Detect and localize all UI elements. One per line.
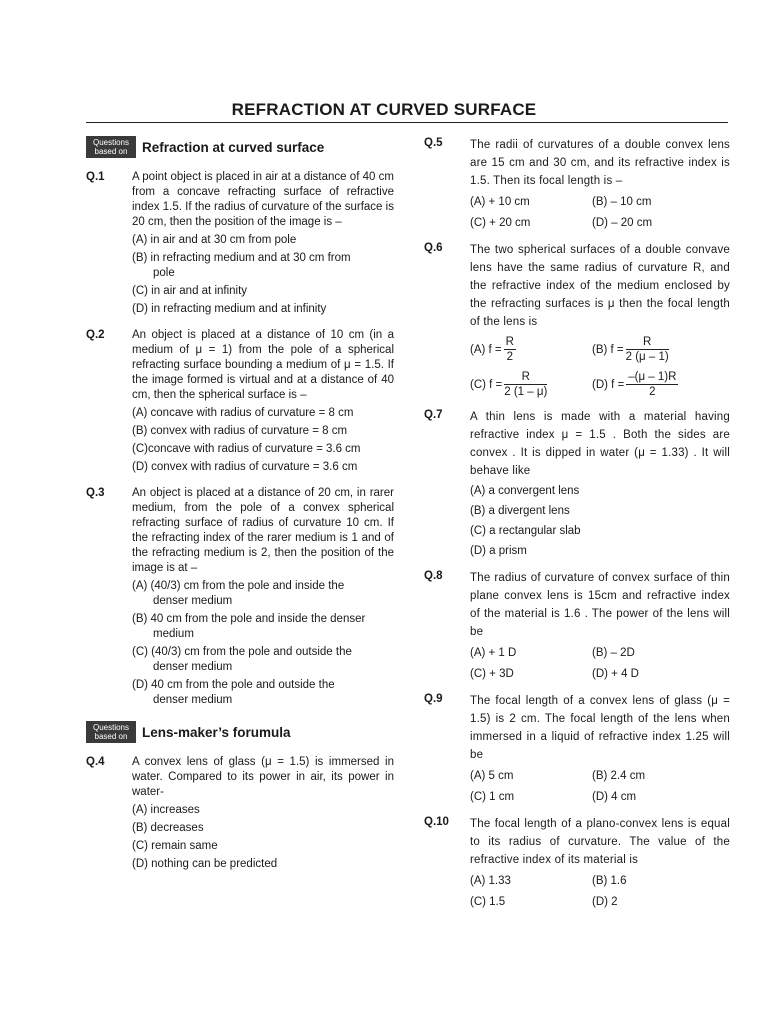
- fraction: $\frac{R}{2}$: [505, 336, 514, 363]
- option-b: (B) a divergent lens: [470, 505, 570, 517]
- option-c: (C) 1.5: [470, 896, 506, 908]
- question-2: [86, 328, 394, 478]
- option-d: (D) – 20 cm: [592, 217, 653, 229]
- option-d: (D) 4 cm: [592, 791, 637, 803]
- option-b: (B) 1.6: [592, 875, 627, 887]
- option-c: (C) remain same: [132, 840, 218, 852]
- option-c: (C) in air and at infinity: [132, 285, 248, 297]
- option-d: (D) convex with radius of curvature = 3.6 cm: [132, 461, 358, 473]
- left-column: [86, 136, 394, 883]
- option-d: (D) in refracting medium and at infinity: [132, 303, 327, 315]
- option-d: (D) nothing can be predicted: [132, 858, 278, 870]
- option-b: (B) – 10 cm: [592, 196, 652, 208]
- question-7: [424, 408, 730, 560]
- section-title: Lens-maker’s forumula: [142, 724, 291, 740]
- section-title: Refraction at curved surface: [142, 139, 325, 155]
- fraction: $\frac{R}{2 (1 - \mu)}$: [504, 371, 548, 398]
- question-stem: The radius of curvature of convex surface of thin plane convex lens is 15cm and refractive index of the material is 1.6 . The power of the lens will be: [470, 572, 730, 638]
- option-c: (C) (40/3) cm from the pole and outside the denser medium: [132, 646, 352, 673]
- option-d: (D) f = $\frac{-(\mu - 1)R}{2}$: [592, 371, 677, 398]
- option-d: (D) + 4 D: [592, 668, 639, 680]
- fraction: $\frac{-(\mu - 1)R}{2}$: [628, 371, 677, 398]
- option-c: (C)concave with radius of curvature = 3.6 cm: [132, 443, 361, 455]
- question-number: Q.9: [424, 693, 443, 705]
- fraction: $\frac{R}{2 (\mu - 1)}$: [625, 336, 669, 363]
- question-number: Q.6: [424, 242, 443, 254]
- question-4: [86, 755, 394, 875]
- option-a: (A) (40/3) cm from the pole and inside the denser medium: [132, 580, 345, 607]
- option-d: (D) 40 cm from the pole and outside the denser medium: [132, 679, 335, 706]
- option-c: (C) a rectangular slab: [470, 525, 581, 537]
- question-8: [424, 569, 730, 683]
- question-1: [86, 170, 394, 320]
- option-c: (C) 1 cm: [470, 791, 515, 803]
- option-b: (B) decreases: [132, 822, 204, 834]
- questions-badge: Questions based on: [86, 136, 136, 158]
- option-d: (D) 2: [592, 896, 618, 908]
- question-number: Q.10: [424, 816, 449, 828]
- option-b: (B) f = $\frac{R}{2 (\mu - 1)}$: [592, 336, 669, 363]
- right-column: [424, 136, 730, 920]
- question-number: Q.5: [424, 137, 443, 149]
- question-5: [424, 136, 730, 232]
- option-c: (C) f = $\frac{R}{2 (1 - \mu)}$: [470, 371, 548, 398]
- option-a: (A) in air and at 30 cm from pole: [132, 234, 297, 246]
- option-b: (B) in refracting medium and at 30 cm from pole: [132, 252, 351, 279]
- option-a: (A) 5 cm: [470, 770, 514, 782]
- question-stem: The two spherical surfaces of a double convave lens have the same radius of curvature R, and the refractive index of the medium enclosed by the refracting surfaces is μ then the focal length of the lens is: [470, 244, 730, 328]
- title-underline: [86, 122, 728, 123]
- question-stem: An object is placed at a distance of 20 cm, in rarer medium, from the pole of a convex spherical refracting surface of radius of curvature 10 cm. If the refracting index of the rarer medium is 1 and of the refracting medium is 2, then the position of the image is at –: [132, 487, 394, 574]
- question-3: [86, 486, 394, 711]
- option-a: (A) f = $\frac{R}{2}$: [470, 336, 514, 363]
- section-header-refraction: [86, 136, 394, 158]
- question-stem: A convex lens of glass (μ = 1.5) is immersed in water. Compared to its power in air, its power in water-: [132, 756, 394, 798]
- questions-badge: Questions based on: [86, 721, 136, 743]
- question-number: Q.1: [86, 171, 105, 183]
- question-stem: An object is placed at a distance of 10 cm (in a medium of μ = 1) from the pole of a spherical refracting surface bounding a medium of μ = 1.5. If the image formed is virtual and at a distance of 40 cm, then the spherical surface is –: [132, 329, 394, 401]
- question-stem: The focal length of a plano-convex lens is equal to its radius of curvature. The value of the refractive index of its material is: [470, 818, 730, 866]
- question-number: Q.2: [86, 329, 105, 341]
- section-header-lens-maker: [86, 721, 394, 743]
- question-stem: A thin lens is made with a material having refractive index μ = 1.5 . Both the sides are convex . It is dipped in water (μ = 1.33) . It will behave like: [470, 411, 730, 477]
- option-d: (D) a prism: [470, 545, 527, 557]
- option-b: (B) 2.4 cm: [592, 770, 646, 782]
- option-a: (A) + 10 cm: [470, 196, 530, 208]
- question-stem: A point object is placed in air at a distance of 40 cm from a concave refracting surface of refractive index 1.5. If the radius of curvature of the surface is 20 cm, then the position of the image is –: [132, 171, 394, 228]
- option-b: (B) – 2D: [592, 647, 635, 659]
- question-stem: The radii of curvatures of a double convex lens are 15 cm and 30 cm, and its refractive index is 1.5. Then its focal length is –: [470, 139, 730, 187]
- question-6: [424, 241, 730, 399]
- option-a: (A) + 1 D: [470, 647, 517, 659]
- option-c: (C) + 3D: [470, 668, 514, 680]
- question-10: [424, 815, 730, 911]
- page-title: REFRACTION AT CURVED SURFACE: [231, 100, 537, 119]
- question-stem: The focal length of a convex lens of glass (μ = 1.5) is 2 cm. The focal length of the lens when immersed in a liquid of refractive index 1.25 will be: [470, 695, 730, 761]
- question-number: Q.7: [424, 409, 443, 421]
- option-b: (B) 40 cm from the pole and inside the denser medium: [132, 613, 366, 640]
- question-number: Q.4: [86, 756, 105, 768]
- option-a: (A) increases: [132, 804, 200, 816]
- option-a: (A) 1.33: [470, 875, 511, 887]
- question-number: Q.8: [424, 570, 443, 582]
- question-9: [424, 692, 730, 806]
- option-b: (B) convex with radius of curvature = 8 cm: [132, 425, 348, 437]
- option-c: (C) + 20 cm: [470, 217, 531, 229]
- option-a: (A) a convergent lens: [470, 485, 580, 497]
- question-number: Q.3: [86, 487, 105, 499]
- option-a: (A) concave with radius of curvature = 8 cm: [132, 407, 354, 419]
